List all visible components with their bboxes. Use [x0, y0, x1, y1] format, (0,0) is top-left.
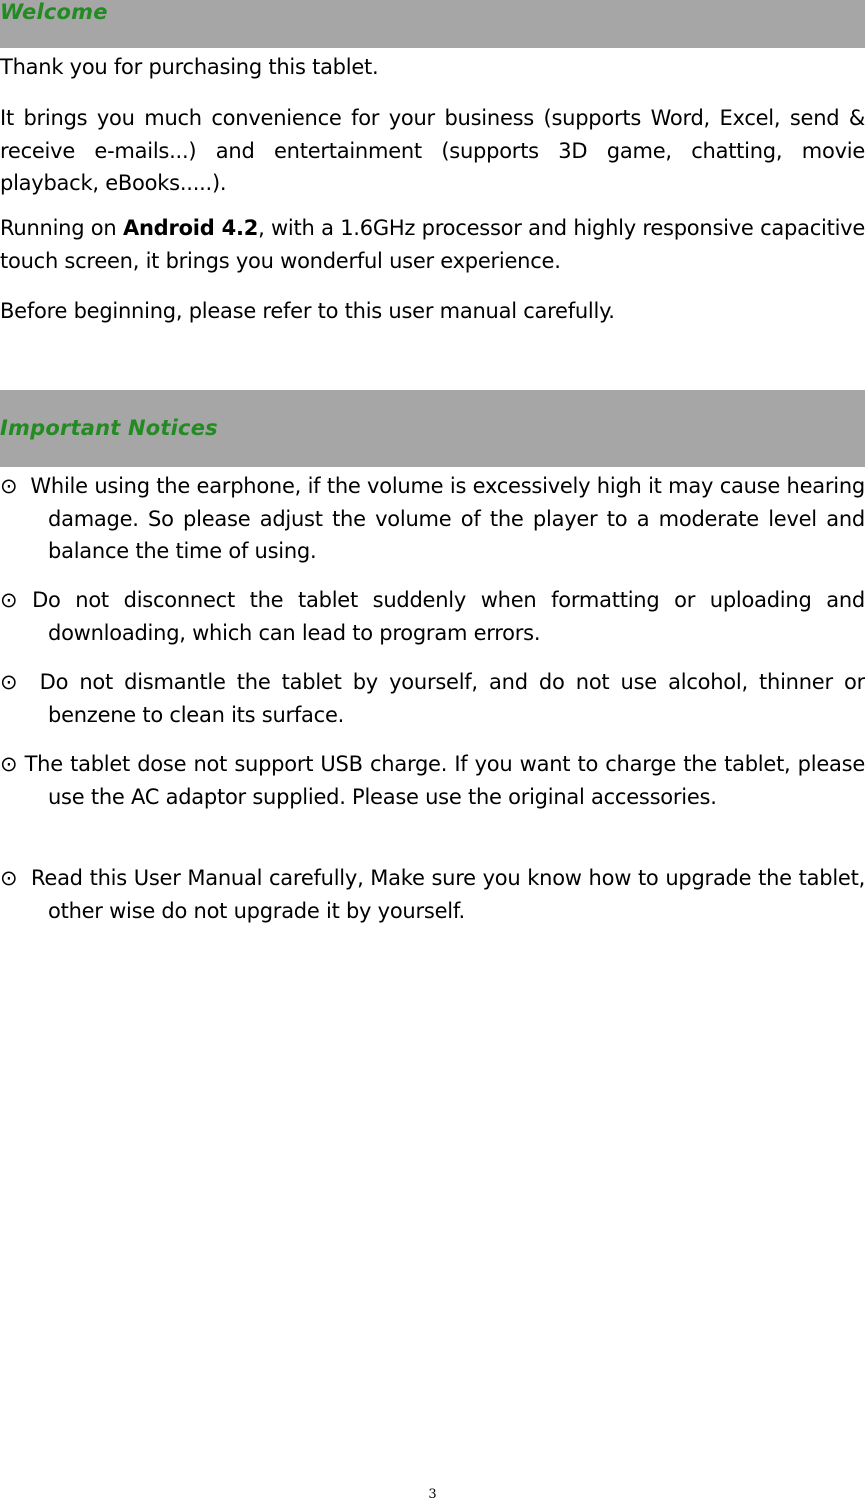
notice-item — [0, 666, 865, 731]
notice-item — [0, 470, 865, 568]
notice-text-4: The tablet dose not support USB charge. If you want to charge the tablet, please use the AC adaptor supplied. Please use the original accessories. — [24, 752, 865, 809]
android-suffix: , with a 1.6GHz processor and highly responsive capacitive touch screen, it brings you wonderful user experience. — [0, 216, 865, 273]
notice-item — [0, 748, 865, 813]
notice-text-3: Do not dismantle the tablet by yourself, and do not use alcohol, thinner or benzene to clean its surface. — [39, 670, 865, 727]
android-version: Android 4.2 — [122, 216, 259, 240]
welcome-header-band — [0, 0, 865, 48]
welcome-paragraph-1: Thank you for purchasing this tablet. — [0, 55, 379, 79]
notice-text-5: Read this User Manual carefully, Make sure you know how to upgrade the tablet, other wise do not upgrade it by yourself. — [31, 866, 865, 923]
notices-heading: Important Notices — [0, 416, 218, 440]
page-number: 3 — [428, 1487, 437, 1502]
notice-text-1: While using the earphone, if the volume is excessively high it may cause hearing damage. So please adjust the volume of the player to a moderate level and balance the time of using. — [30, 474, 865, 563]
bullet-icon: ⊙ — [0, 588, 18, 612]
welcome-paragraph-2: It brings you much convenience for your business (supports Word, Excel, send & receive e-mails...) and entertainment (supports 3D game, chatting, movie playback, eBooks.....). — [0, 106, 865, 195]
bullet-icon: ⊙ — [0, 670, 18, 694]
welcome-paragraph-4: Before beginning, please refer to this user manual carefully. — [0, 299, 615, 323]
notice-item — [0, 584, 865, 649]
android-prefix: Running on — [0, 216, 123, 240]
bullet-icon: ⊙ — [0, 752, 18, 776]
welcome-heading: Welcome — [0, 0, 108, 24]
welcome-paragraph-3 — [0, 212, 865, 277]
notice-item — [0, 862, 865, 927]
bullet-icon: ⊙ — [0, 474, 18, 498]
notice-text-2: Do not disconnect the tablet suddenly when formatting or uploading and downloading, which can lead to program errors. — [32, 588, 865, 645]
bullet-icon: ⊙ — [0, 866, 18, 890]
